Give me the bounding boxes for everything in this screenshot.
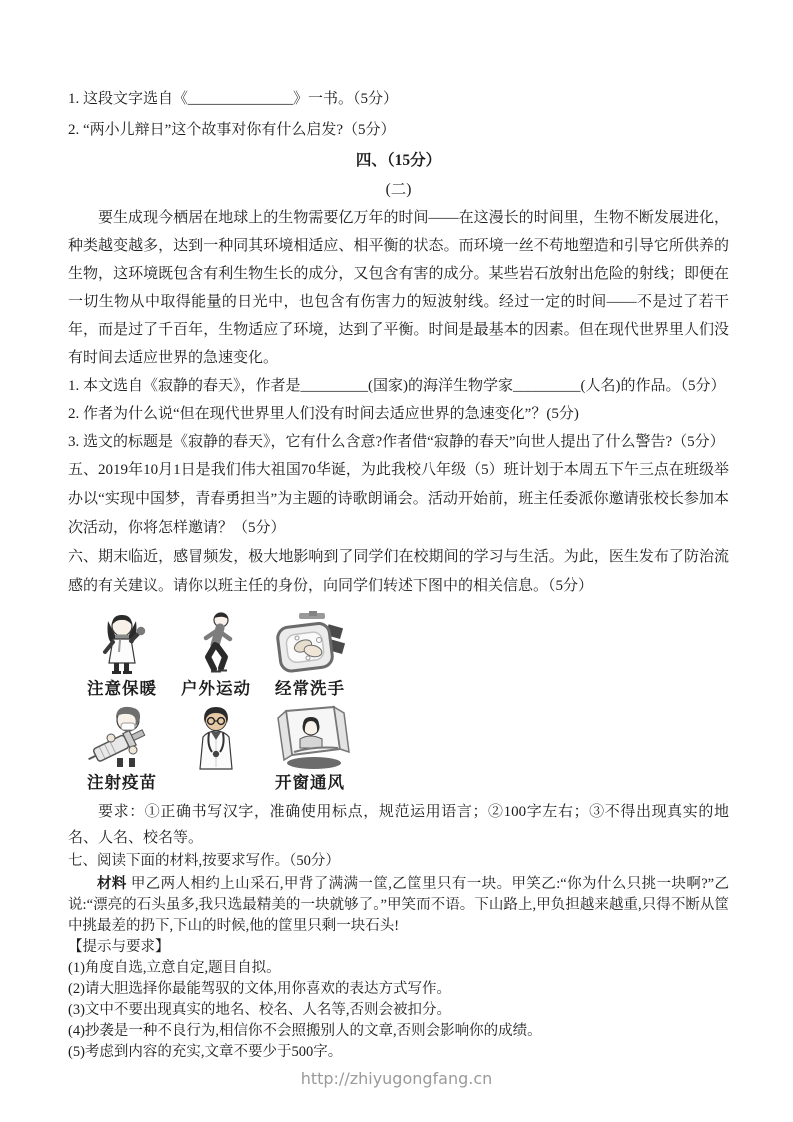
section-four-question-3: 3. 选文的标题是《寂静的春天》，它有什么含意?作者借“寂静的春天”向世人提出了什么警告?（5分） (68, 434, 725, 450)
hint-3: (3)文中不要出现真实的地名、校名、人名等,否则会被扣分。 (68, 1002, 452, 1018)
person-skating-icon (170, 607, 262, 677)
footer-watermark-url: http://zhiyugongfang.cn (300, 1069, 493, 1088)
figure-label-wash-hands: 经常洗手 (275, 679, 345, 698)
doctor-icon (170, 701, 262, 771)
figure-cell-open-window (264, 701, 356, 795)
section-four-passage: 要生成现今栖居在地球上的生物需要亿万年的时间——在这漫长的时间里，生物不断发展进化，种类越变越多，达到一种同其环境相适应、相平衡的状态。而环境一丝不苟地塑造和引导它所供养的生物，这环境既包含有利生物生长的成分，又包含有害的成分。某些岩石放射出危险的射线；即便在一切生物从中取得能量的日光中，也包含有伤害力的短波射线。经过一定的时间——不是过了若干年，而是过了千百年，生物适应了环境，达到了平衡。时间是最基本的因素。但在现代世界里人们没有时间去适应世界的急速变化。 (68, 210, 729, 366)
open-window-icon (264, 701, 356, 771)
flu-prevention-figure (76, 607, 729, 795)
section-six-requirements: 要求：①正确书写汉字，准确使用标点，规范运用语言；②100字左右；③不得出现真实的地名、人名、校名等。 (68, 804, 729, 846)
section-seven-material (68, 874, 729, 937)
washing-hands-icon (264, 607, 356, 677)
section-four-question-1: 1. 本文选自《寂静的春天》，作者是_________(国家)的海洋生物学家_________(人名)的作品。（5分） (68, 378, 726, 394)
hints-title: 【提示与要求】 (68, 939, 170, 955)
intro-question-1: 1. 这段文字选自《______________》一书。（5分） (68, 91, 399, 107)
figure-label-keep-warm: 注意保暖 (87, 679, 157, 698)
section-six-text: 六、期末临近，感冒频发，极大地影响到了同学们在校期间的学习与生活。为此，医生发布了防治流感的有关建议。请你以班主任的身份，向同学们转述下图中的相关信息。（5分） (68, 549, 729, 594)
figure-cell-outdoor-exercise (170, 607, 262, 701)
figure-cell-vaccine (76, 701, 168, 795)
section-four-part-label: (二) (385, 181, 412, 198)
section-five-text: 五、2019年10月1日是我们伟大祖国70华诞，为此我校八年级（5）班计划于本周五下午三点在班级举办以“实现中国梦，青春勇担当”为主题的诗歌朗诵会。活动开始前，班主任委派你邀请张校长参加本次活动，你将怎样邀请？（5分） (68, 462, 729, 536)
section-four-question-2: 2. 作者为什么说“但在现代世界里人们没有时间去适应世界的急速变化”？(5分) (68, 406, 579, 422)
hint-2: (2)请大胆选择你最能驾驭的文体,用你喜欢的表达方式写作。 (68, 981, 452, 997)
material-label: 材料 (97, 876, 127, 892)
syringe-vaccine-icon (76, 701, 168, 771)
hint-1: (1)角度自选,立意自定,题目自拟。 (68, 960, 281, 976)
figure-label-outdoor-exercise: 户外运动 (181, 679, 251, 698)
person-in-scarf-icon (76, 607, 168, 677)
intro-question-2: 2. “两小儿辩日”这个故事对你有什么启发?（5分） (68, 122, 396, 138)
figure-cell-doctor (170, 701, 262, 795)
figure-cell-keep-warm (76, 607, 168, 701)
material-text: 甲乙两人相约上山采石,甲背了满满一筐,乙筐里只有一块。甲笑乙:“你为什么只挑一块啊?”乙说:“漂亮的石头虽多,我只选最精美的一块就够了。”甲笑而不语。下山路上,甲负担越来越重,只得不断从筐中挑最差的扔下,下山的时候,他的筐里只剩一块石头! (68, 876, 729, 934)
figure-label-vaccine: 注射疫苗 (87, 773, 157, 792)
section-four-heading: 四、（15分） (355, 152, 442, 169)
hint-5: (5)考虑到内容的充实,文章不要少于500字。 (68, 1044, 343, 1060)
section-seven-heading: 七、阅读下面的材料,按要求写作。（50分） (68, 853, 340, 869)
figure-cell-wash-hands (264, 607, 356, 701)
hint-4: (4)抄袭是一种不良行为,相信你不会照搬别人的文章,否则会影响你的成绩。 (68, 1023, 542, 1039)
figure-label-open-window: 开窗通风 (275, 773, 345, 792)
